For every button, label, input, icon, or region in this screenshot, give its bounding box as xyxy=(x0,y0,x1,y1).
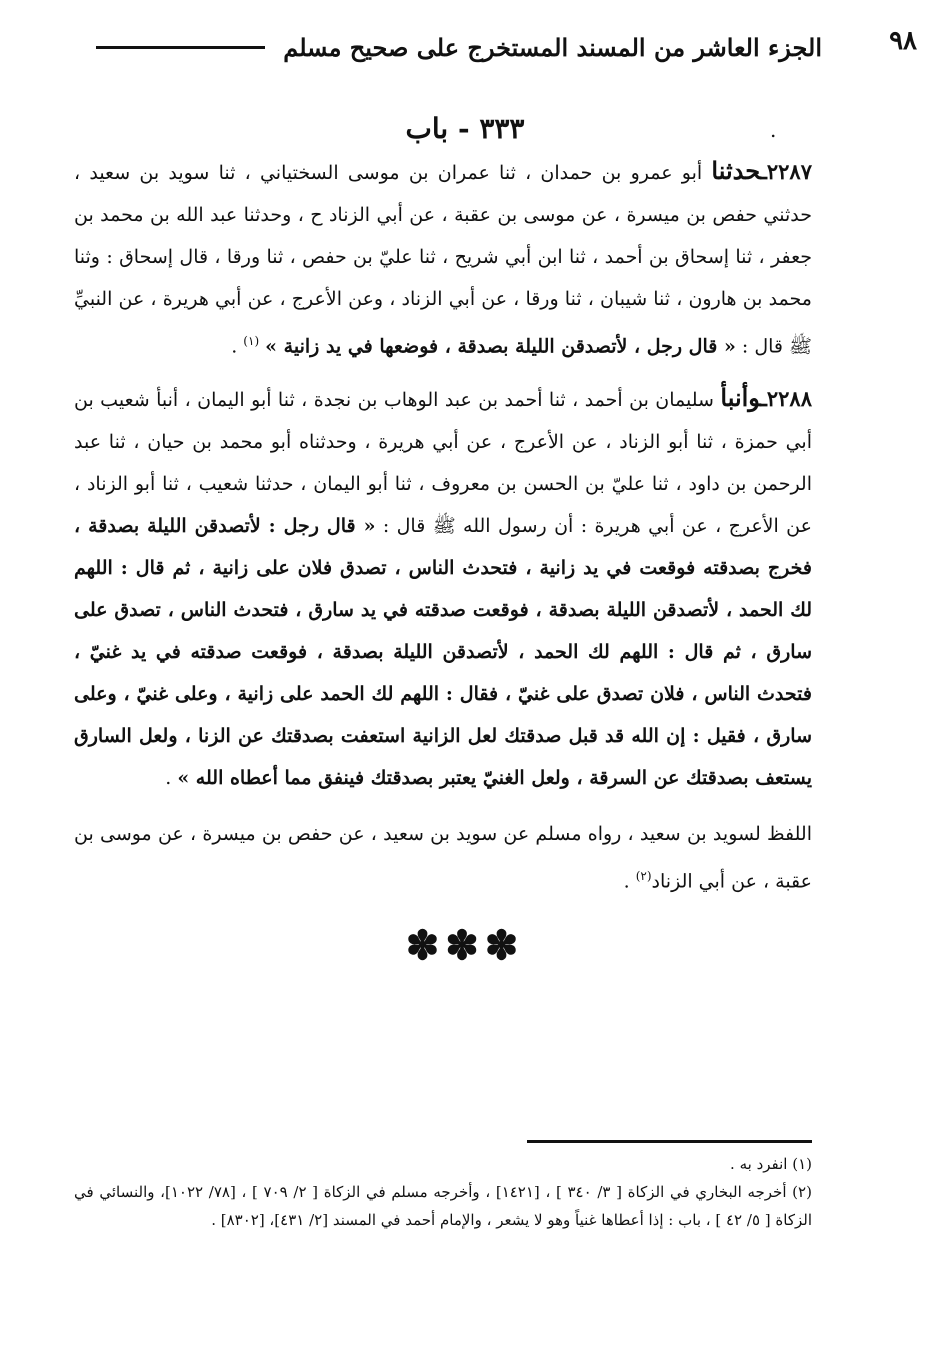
hadith-matn: « قال رجل ، لأتصدقن الليلة بصدقة ، فوضعها في يد زانية » xyxy=(265,335,736,358)
chapter-title: ٣٣٣ - باب xyxy=(405,112,525,145)
footnotes xyxy=(74,1150,812,1234)
running-header xyxy=(78,22,917,72)
hadith-verb: وأنبأ xyxy=(720,383,761,413)
footnote-1: (١) انفرد به . xyxy=(730,1155,812,1173)
page-number: ٩٨ xyxy=(889,26,917,56)
footnote-ref: (٢) xyxy=(635,869,652,884)
takhrij-text: اللفظ لسويد بن سعيد ، رواه مسلم عن سويد بن سعيد ، عن حفص بن ميسرة ، عن موسى بن عقبة ، عن أبي الزناد xyxy=(74,823,812,893)
hadith-tail: . xyxy=(231,335,244,358)
footnote-2: (٢) أخرجه البخاري في الزكاة [ ٣/ ٣٤٠ ] ، [١٤٢١] ، وأخرجه مسلم في الزكاة [ ٢/ ٧٠٩ ] ، [٧٨/ ١٠٢٢]، والنسائي في الزكاة [ ٥/ ٤٢ ] ، باب : إذا أعطاها غنياً وهو لا يشعر ، والإمام أحمد في المسند [٢/ ٤٣١]، [٨٣٠٢] . xyxy=(74,1183,812,1229)
footnote-rule xyxy=(527,1140,812,1143)
header-rule xyxy=(96,46,265,49)
running-title: الجزء العاشر من المسند المستخرج على صحيح مسلم xyxy=(283,32,822,62)
hadith-number: ٢٢٨٧ـ xyxy=(760,159,812,184)
hadith-verb: حدثنا xyxy=(711,156,761,185)
hadith-tail: . xyxy=(165,767,178,790)
hadith-2287 xyxy=(74,150,812,367)
hadith-number: ٢٢٨٨ـ xyxy=(760,386,812,412)
hadith-matn: « قال رجل : لأتصدقن الليلة بصدقة ، فخرج بصدقته فوقعت في يد زانية ، فتحدث الناس ، تصدق فلان على زانية ، ثم قال : اللهم لك الحمد ، لأتصدقن الليلة بصدقة ، فوقعت صدقته في يد سارق ، فتحدث الناس ، تصدق على سارق ، ثم قال : اللهم لك الحمد ، لأتصدقن الليلة بصدقة ، فوقعت صدقته في يد غنيّ ، فتحدث الناس ، فلان تصدق على غنيّ ، فقال : اللهم لك الحمد على زانية ، وعلى غنيّ ، وعلى سارق ، فقيل : إن الله قد قبل صدقتك لعل الزانية استعفت بصدقتك عن الزنا ، ولعل السارق يستعف بصدقتك عن السرقة ، ولعل الغنيّ يعتبر بصدقتك فينفق مما أعطاه الله » xyxy=(74,515,812,790)
takhrij-tail: . xyxy=(623,870,636,893)
hadith-isnad: أبو عمرو بن حمدان ، ثنا عمران بن موسى السختياني ، ثنا سويد بن سعيد ، حدثني حفص بن ميسرة ، عن موسى بن عقبة ، عن أبي الزناد ح ، وحدثنا عبد الله بن محمد بن جعفر ، ثنا إسحاق بن أحمد ، ثنا ابن أبي شريح ، ثنا عليّ بن حفص ، ثنا ورقا ، قال إسحاق : وثنا محمد بن هارون ، ثنا شيبان ، ثنا ورقا ، عن أبي الزناد ، وعن الأعرج ، عن أبي هريرة ، عن النبيِّ ﷺ قال : xyxy=(74,162,812,358)
hadith-2288 xyxy=(74,377,812,799)
main-text xyxy=(74,150,812,903)
hadith-isnad: سليمان بن أحمد ، ثنا أحمد بن عبد الوهاب بن نجدة ، ثنا أبو اليمان ، أنبأ شعيب بن أبي حمزة ، ثنا أبو الزناد ، عن الأعرج ، عن أبي هريرة ، وحدثناه أبو محمد بن حيان ، ثنا عبد الرحمن بن داود ، ثنا عليّ بن الحسن بن معروف ، ثنا أبو اليمان ، حدثنا شعيب ، ثنا أبو الزناد ، عن الأعرج ، عن أبي هريرة : أن رسول الله ﷺ قال : xyxy=(74,389,812,538)
takhrij-paragraph xyxy=(74,813,812,902)
stray-mark: . xyxy=(770,118,777,142)
section-ornament: ✽✽✽ xyxy=(405,922,525,969)
footnote-ref: (١) xyxy=(243,334,260,348)
